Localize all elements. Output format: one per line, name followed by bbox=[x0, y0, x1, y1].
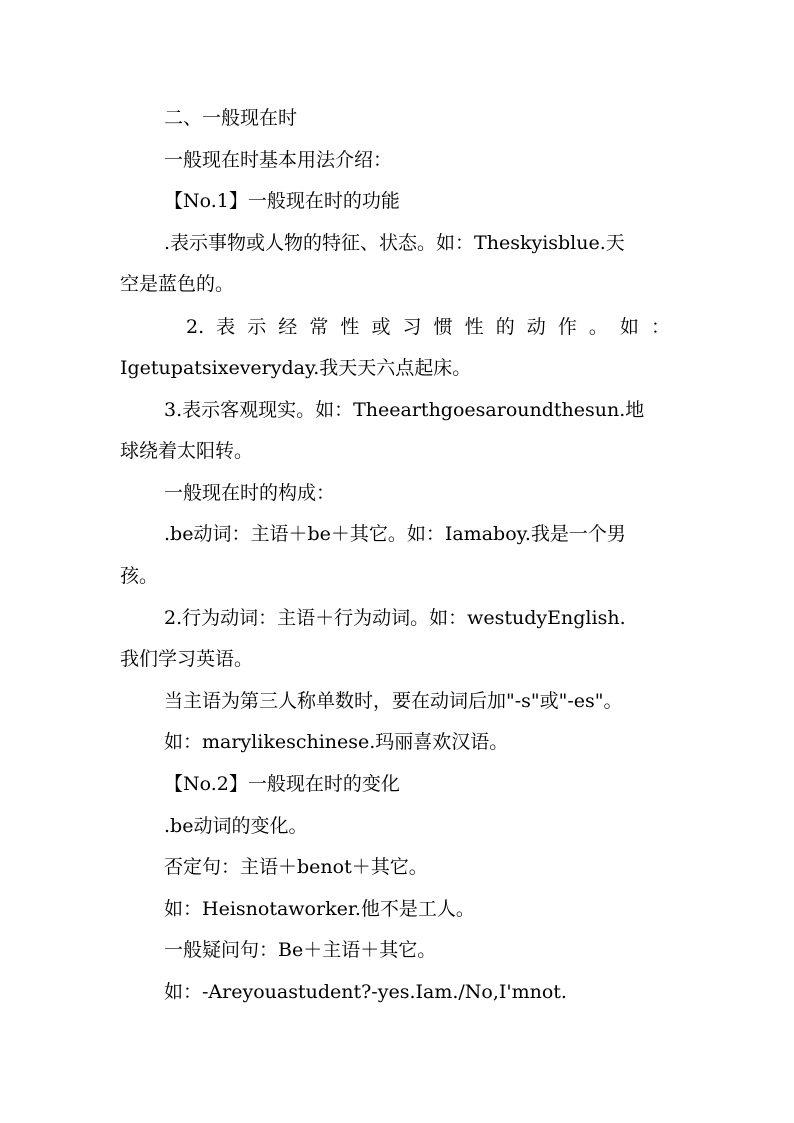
third-person-note: 当主语为第三人称单数时，要在动词后加"-s"或"-es"。 bbox=[164, 690, 623, 712]
intro-heading: 一般现在时基本用法介绍： bbox=[164, 149, 393, 171]
function-2-line-2: Igetupatsixeveryday.我天天六点起床。 bbox=[120, 357, 472, 379]
no2-heading: 【No.2】一般现在时的变化 bbox=[164, 773, 400, 795]
action-verb-rule-line-1: 2.行为动词：主语＋行为动词。如：westudyEnglish. bbox=[164, 607, 626, 629]
be-verb-change-heading: .be动词的变化。 bbox=[164, 815, 308, 837]
composition-heading: 一般现在时的构成： bbox=[164, 482, 336, 504]
negative-example: 如：Heisnotaworker.他不是工人。 bbox=[164, 898, 475, 920]
action-verb-rule-line-2: 我们学习英语。 bbox=[120, 648, 254, 670]
question-rule: 一般疑问句：Be＋主语＋其它。 bbox=[164, 939, 437, 961]
function-1-line-1: .表示事物或人物的特征、状态。如：Theskyisblue.天 bbox=[164, 232, 625, 254]
function-3-line-1: 3.表示客观现实。如：Theearthgoesaroundthesun.地 bbox=[164, 399, 645, 421]
third-person-example: 如：marylikeschinese.玛丽喜欢汉语。 bbox=[164, 731, 509, 753]
negative-rule: 否定句：主语＋benot＋其它。 bbox=[164, 856, 428, 878]
question-example: 如：-Areyouastudent?-yes.Iam./No,I'mnot. bbox=[164, 981, 567, 1003]
function-3-line-2: 球绕着太阳转。 bbox=[120, 440, 254, 462]
section-heading: 二、一般现在时 bbox=[164, 107, 298, 129]
be-verb-rule-line-2: 孩。 bbox=[120, 565, 159, 587]
be-verb-rule-line-1: .be动词：主语＋be＋其它。如：Iamaboy.我是一个男 bbox=[164, 523, 626, 545]
function-2-line-1: 2.表示经常性或习惯性的动作。如： bbox=[186, 316, 670, 338]
no1-heading: 【No.1】一般现在时的功能 bbox=[164, 190, 400, 212]
function-1-line-2: 空是蓝色的。 bbox=[120, 273, 235, 295]
